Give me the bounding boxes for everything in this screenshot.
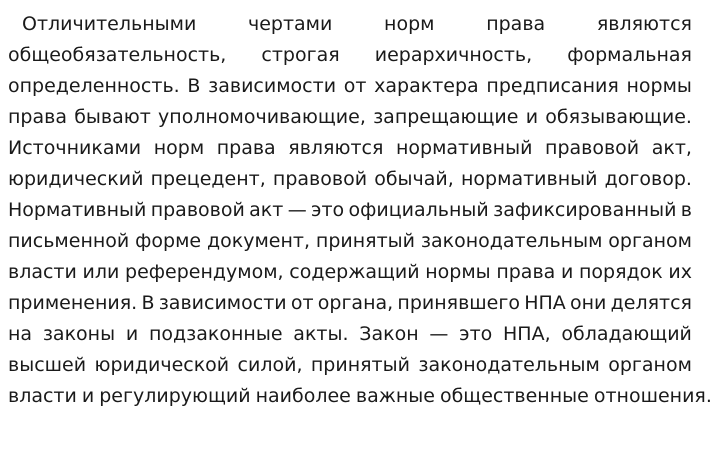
word: власти — [8, 261, 77, 283]
word: зависимости — [208, 75, 337, 97]
word: Источниками — [8, 137, 142, 159]
word: юридический — [8, 168, 144, 190]
text-line — [8, 9, 692, 40]
word: зафиксированный — [493, 199, 677, 221]
word: права — [216, 137, 276, 159]
word: документ, — [206, 230, 311, 252]
word: и — [125, 323, 139, 345]
word: нормативный — [395, 137, 533, 159]
word: в — [680, 199, 692, 221]
word: официальный — [348, 199, 489, 221]
word: строгая — [261, 44, 340, 66]
word: НПА, — [503, 323, 551, 345]
word: правовой — [272, 168, 368, 190]
word: на — [8, 323, 33, 345]
word: органом — [608, 230, 692, 252]
text-line — [8, 40, 692, 71]
word: чертами — [247, 13, 333, 35]
word: отношения. — [593, 385, 712, 407]
text-line — [8, 288, 692, 319]
word: формальная — [567, 44, 692, 66]
word: В — [187, 75, 201, 97]
word: — — [287, 199, 307, 221]
text-line — [8, 102, 692, 133]
text-line — [8, 133, 692, 164]
word: общественные — [439, 385, 589, 407]
word: или — [82, 261, 120, 283]
word: Закон — [359, 323, 419, 345]
word: иерархичность, — [374, 44, 533, 66]
document-page — [8, 9, 712, 412]
word: правовой — [150, 199, 245, 221]
word: органом — [608, 354, 692, 376]
word: акты. — [293, 323, 349, 345]
word: запрещающие — [373, 106, 519, 128]
word: права — [8, 106, 67, 128]
word: власти — [8, 385, 77, 407]
word: являются — [596, 13, 692, 35]
text-line — [8, 226, 692, 257]
word: норм — [153, 137, 205, 159]
word: важные — [355, 385, 435, 407]
word: — — [429, 323, 449, 345]
word: бывают — [74, 106, 151, 128]
word: предписания — [486, 75, 619, 97]
word: акт — [249, 199, 284, 221]
word: содержащий — [289, 261, 420, 283]
word: НПА — [524, 292, 566, 314]
word: порядок — [578, 261, 663, 283]
word: обладающий — [561, 323, 692, 345]
word: являются — [288, 137, 384, 159]
text-line — [8, 195, 692, 226]
word: определенность. — [8, 75, 180, 97]
word: норм — [384, 13, 435, 35]
word: юридической — [94, 354, 230, 376]
word: зависимости — [158, 292, 287, 314]
word: силой, — [237, 354, 303, 376]
word: законодательным — [420, 230, 603, 252]
word: принятый — [310, 354, 410, 376]
text-line — [8, 381, 712, 412]
word: это — [311, 199, 345, 221]
word: нормативный — [461, 168, 598, 190]
word: прецедент, — [150, 168, 266, 190]
word: референдумом, — [125, 261, 284, 283]
word: и — [525, 106, 539, 128]
text-line — [8, 350, 692, 381]
word: Нормативный — [8, 199, 147, 221]
word: от — [343, 75, 367, 97]
word: их — [668, 261, 692, 283]
word: нормы — [425, 261, 491, 283]
word: наиболее — [255, 385, 351, 407]
word: права — [486, 13, 546, 35]
word: уполномочивающие, — [158, 106, 366, 128]
word: общеобязательность, — [8, 44, 227, 66]
word: письменной — [8, 230, 130, 252]
word: от — [290, 292, 314, 314]
word: применения. — [8, 292, 138, 314]
word: правовой — [545, 137, 640, 159]
word: договор. — [604, 168, 692, 190]
word: характера — [374, 75, 479, 97]
word: форме — [135, 230, 202, 252]
text-line — [8, 319, 692, 350]
word: это — [459, 323, 493, 345]
word: принявшего — [397, 292, 520, 314]
word: делятся — [610, 292, 692, 314]
word: законы — [42, 323, 116, 345]
word: высшей — [8, 354, 87, 376]
word: и — [560, 261, 574, 283]
paragraph — [8, 9, 712, 412]
word: обычай, — [374, 168, 454, 190]
word: они — [570, 292, 607, 314]
word: подзаконные — [148, 323, 283, 345]
word: права — [496, 261, 556, 283]
text-line — [8, 164, 692, 195]
word: Отличительными — [22, 13, 197, 35]
word: и — [81, 385, 95, 407]
word: органа, — [317, 292, 394, 314]
word: законодательным — [418, 354, 600, 376]
word: В — [141, 292, 155, 314]
text-line — [8, 71, 692, 102]
text-line — [8, 257, 692, 288]
word: обязывающие. — [545, 106, 692, 128]
word: нормы — [626, 75, 692, 97]
word: регулирующий — [99, 385, 251, 407]
word: принятый — [315, 230, 415, 252]
word: акт, — [651, 137, 692, 159]
